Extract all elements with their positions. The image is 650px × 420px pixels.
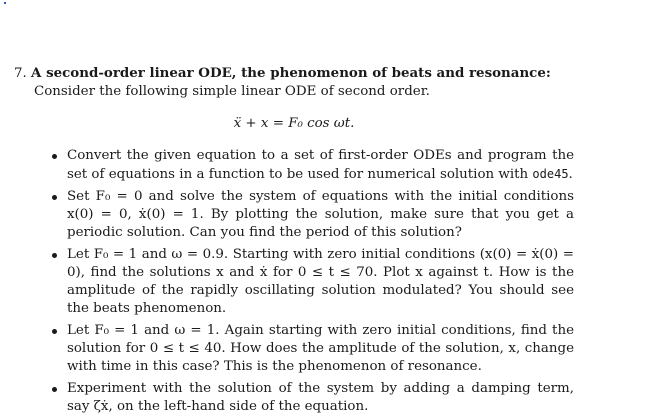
task-item: [67, 188, 574, 242]
problem-number: 7.: [14, 66, 27, 81]
problem-page: [14, 64, 574, 420]
corner-mark: [4, 2, 6, 4]
task-text: Set F₀ = 0 and solve the system of equations with the initial conditions x(0) = 0, ẋ(0) = 1. By plotting the solution, make sure that you get a periodic solution. Can you find the period of this solution?: [67, 189, 574, 240]
task-item: [67, 147, 574, 184]
code-ode45: ode45: [532, 167, 569, 181]
task-item: [67, 380, 574, 416]
task-list: [14, 147, 574, 416]
bullet-icon: [52, 387, 57, 392]
task-text: Let F₀ = 1 and ω = 1. Again starting with zero initial conditions, find the solution for 0 ≤ t ≤ 40. How does the amplitude of the solution, x, change with time in this case? This is the phenomenon of resonance.: [67, 323, 574, 374]
bullet-icon: [52, 329, 57, 334]
task-item: [67, 246, 574, 318]
task-text: Convert the given equation to a set of first-order ODEs and program the set of equations in a function to be used for numerical solution with: [67, 148, 574, 182]
ode-equation: ẍ + x = F₀ cos ωt.: [233, 116, 355, 131]
task-text: Let F₀ = 1 and ω = 0.9. Starting with zero initial conditions (x(0) = ẋ(0) = 0), find the solutions x and ẋ for 0 ≤ t ≤ 70. Plot x against t. How is the amplitude of the rapidly oscillating solution modulated? You should see the beats phenomenon.: [67, 247, 574, 316]
bullet-icon: [52, 195, 57, 200]
problem-heading: [14, 64, 574, 83]
problem-intro: Consider the following simple linear ODE of second order.: [34, 84, 430, 99]
problem-title: A second-order linear ODE, the phenomenon of beats and resonance:: [31, 65, 551, 81]
task-text-end: .: [568, 167, 573, 182]
bullet-icon: [52, 253, 57, 258]
task-text: Experiment with the solution of the system by adding a damping term, say ζẋ, on the left-hand side of the equation.: [67, 381, 574, 414]
bullet-icon: [52, 154, 57, 159]
task-item: [67, 322, 574, 376]
